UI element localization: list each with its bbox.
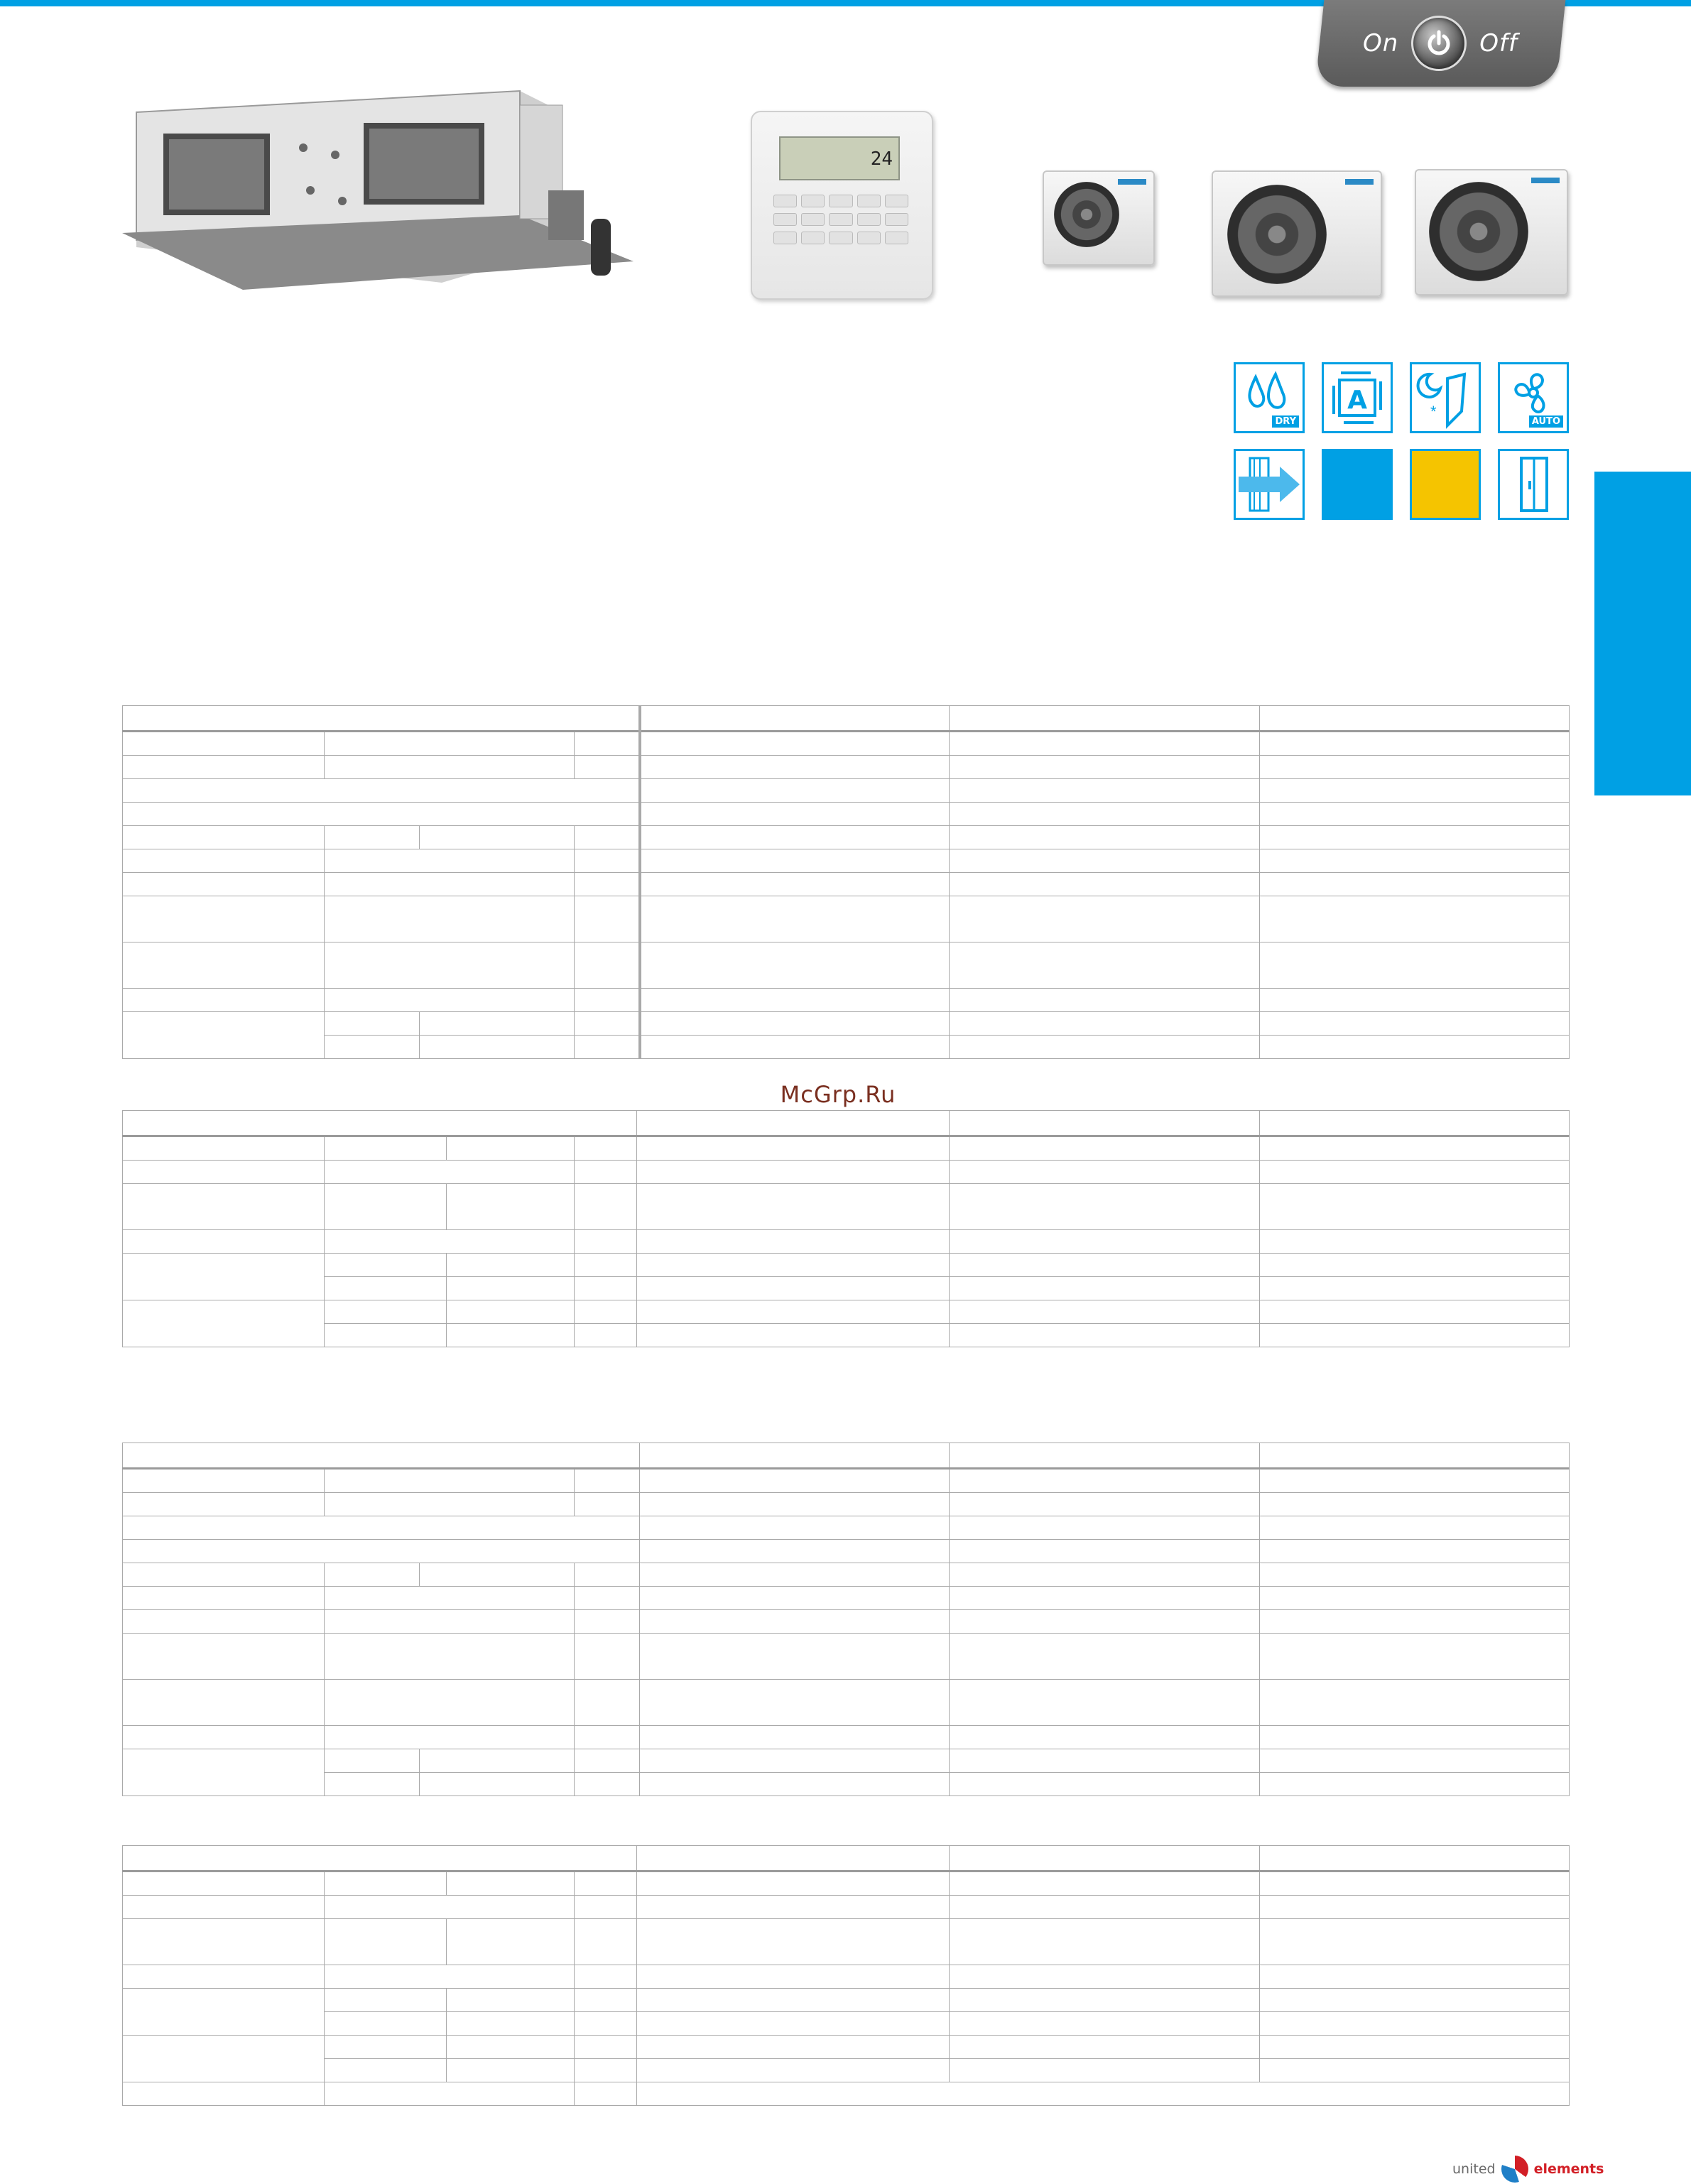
swirl-logo-icon (1501, 2156, 1528, 2183)
blank-blue-icon (1322, 449, 1393, 520)
power-icon (1411, 16, 1467, 71)
dry-mode-icon: DRY (1234, 362, 1305, 433)
spec-table-4 (122, 1845, 1570, 2106)
on-label: On (1362, 29, 1399, 58)
auto-fan-icon: AUTO (1498, 362, 1569, 433)
ducted-indoor-unit-image (122, 84, 641, 290)
auto-mode-icon (1322, 362, 1393, 433)
spec-table-2 (122, 1110, 1570, 1347)
door-icon (1498, 449, 1569, 520)
svg-text:A: A (1347, 386, 1367, 415)
on-off-badge (1315, 0, 1566, 87)
spec-table-1 (122, 705, 1570, 1059)
outdoor-unit-large-image (1415, 169, 1568, 295)
remote-keypad (773, 195, 908, 244)
blank-yellow-icon (1410, 449, 1481, 520)
footer-logo (1452, 2156, 1604, 2183)
footer-brand-part2: elements (1533, 2161, 1604, 2177)
night-mode-icon (1410, 362, 1481, 433)
off-label: Off (1479, 29, 1518, 58)
outdoor-unit-small-image (1043, 170, 1155, 266)
svg-text:*: * (1430, 403, 1437, 420)
spec-table-3 (122, 1443, 1570, 1796)
side-section-tab (1594, 472, 1691, 795)
air-filter-icon (1234, 449, 1305, 520)
wired-remote-controller-image (751, 111, 933, 300)
outdoor-unit-medium-image (1212, 170, 1382, 297)
watermark-text: McGrp.Ru (780, 1081, 896, 1108)
remote-lcd: 24 (779, 136, 900, 180)
footer-brand-part1: united (1452, 2161, 1496, 2177)
